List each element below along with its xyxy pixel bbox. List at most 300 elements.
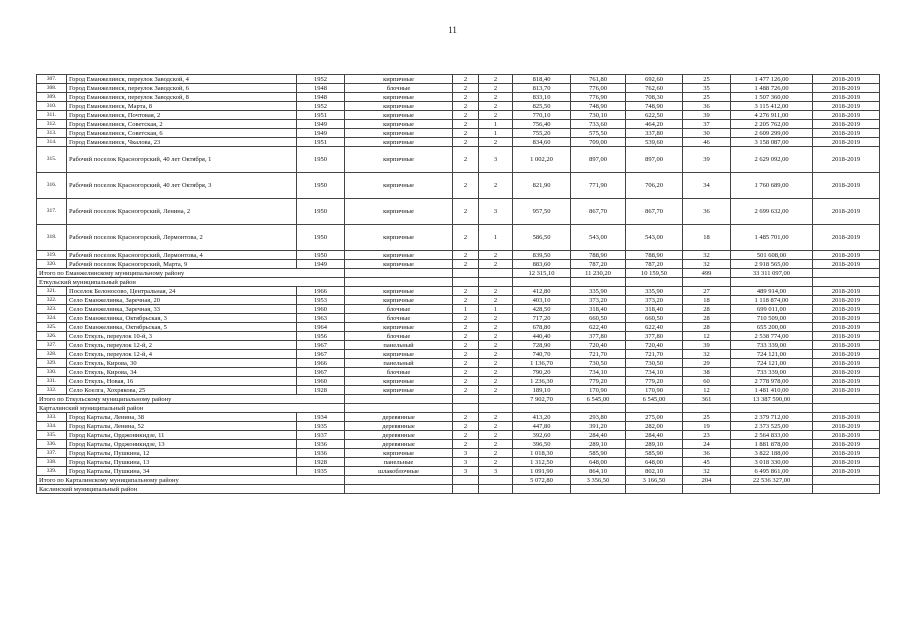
cell-period: 2018-2019 [813,332,880,341]
cell-floors: 1 [453,305,479,314]
empty-cell [683,404,731,413]
cell-year: 1936 [297,449,345,458]
cell-addr: Город Еманжелинск, Марта, 8 [67,102,297,111]
cell-wall: кирпичные [345,377,453,386]
cell-a2: 284,40 [571,431,626,440]
cell-cost: 1 881 878,00 [731,440,813,449]
cell-floors: 3 [453,449,479,458]
cell-a3: 622,50 [626,111,683,120]
section-row [37,404,880,413]
cell-floors: 2 [453,120,479,129]
cell-a3: 585,90 [626,449,683,458]
table-row [37,422,880,431]
cell-floors: 2 [453,368,479,377]
cell-people: 37 [683,120,731,129]
cell-a1: 756,40 [513,120,571,129]
cell-year: 1960 [297,305,345,314]
cell-a2: 335,90 [571,287,626,296]
cell-year: 1963 [297,314,345,323]
cell-wall: деревянные [345,413,453,422]
cell-addr: Рабочий поселок Красногорский, 40 лет Октября, 3 [67,173,297,199]
cell-a1: 1 002,20 [513,147,571,173]
total-a2: 3 356,50 [571,476,626,485]
cell-a2: 660,50 [571,314,626,323]
cell-floors: 2 [453,386,479,395]
cell-period: 2018-2019 [813,173,880,199]
cell-wall: кирпичные [345,75,453,84]
cell-period: 2018-2019 [813,111,880,120]
cell-addr: Город Еманжелинск, Советская, 2 [67,120,297,129]
cell-a2: 771,90 [571,173,626,199]
table-row [37,359,880,368]
cell-floors: 2 [453,377,479,386]
cell-addr: Город Карталы, Пушкина, 13 [67,458,297,467]
cell-a1: 403,10 [513,296,571,305]
cell-entr: 2 [479,413,513,422]
table-row [37,287,880,296]
cell-a3: 660,50 [626,314,683,323]
cell-n: 316. [37,173,67,199]
cell-year: 1960 [297,377,345,386]
cell-floors: 2 [453,147,479,173]
cell-year: 1967 [297,341,345,350]
cell-a2: 648,00 [571,458,626,467]
cell-n: 319. [37,251,67,260]
cell-period: 2018-2019 [813,287,880,296]
cell-addr: Село Еткуль, Кирова, 34 [67,368,297,377]
cell-cost: 3 158 087,00 [731,138,813,147]
cell-year: 1928 [297,458,345,467]
cell-a1: 833,10 [513,93,571,102]
cell-entr: 2 [479,359,513,368]
cell-a3: 706,20 [626,173,683,199]
cell-a2: 748,90 [571,102,626,111]
cell-wall: блочные [345,84,453,93]
cell-wall: блочные [345,314,453,323]
total-a3: 6 545,00 [626,395,683,404]
empty-cell [479,476,513,485]
cell-entr: 2 [479,341,513,350]
cell-a1: 428,50 [513,305,571,314]
cell-a2: 776,00 [571,84,626,93]
cell-wall: кирпичные [345,147,453,173]
cell-a2: 776,90 [571,93,626,102]
cell-n: 338. [37,458,67,467]
cell-people: 25 [683,93,731,102]
cell-entr: 2 [479,102,513,111]
cell-a3: 721,70 [626,350,683,359]
cell-period: 2018-2019 [813,368,880,377]
cell-cost: 2 379 712,00 [731,413,813,422]
cell-period: 2018-2019 [813,314,880,323]
cell-period: 2018-2019 [813,467,880,476]
table-row [37,341,880,350]
empty-cell [345,476,453,485]
empty-cell [626,404,683,413]
section-label: Каслинский муниципальный район [37,485,345,494]
empty-cell [345,278,453,287]
cell-a1: 413,20 [513,413,571,422]
cell-year: 1966 [297,287,345,296]
cell-year: 1928 [297,386,345,395]
cell-people: 32 [683,251,731,260]
cell-a1: 957,50 [513,199,571,225]
table-row [37,111,880,120]
cell-period: 2018-2019 [813,84,880,93]
cell-floors: 2 [453,111,479,120]
empty-cell [813,395,880,404]
cell-year: 1935 [297,422,345,431]
cell-n: 322. [37,296,67,305]
cell-period: 2018-2019 [813,413,880,422]
empty-cell [731,485,813,494]
cell-people: 32 [683,260,731,269]
cell-a1: 790,20 [513,368,571,377]
table-row [37,467,880,476]
total-cost: 13 387 590,00 [731,395,813,404]
cell-addr: Город Карталы, Орджоникидзе, 13 [67,440,297,449]
cell-period: 2018-2019 [813,75,880,84]
cell-a2: 622,40 [571,323,626,332]
cell-floors: 2 [453,431,479,440]
total-row [37,476,880,485]
total-a1: 7 902,70 [513,395,571,404]
cell-cost: 1 760 689,00 [731,173,813,199]
cell-floors: 2 [453,359,479,368]
cell-n: 326. [37,332,67,341]
cell-addr: Рабочий поселок Красногорский, 40 лет Октября, 1 [67,147,297,173]
cell-year: 1950 [297,251,345,260]
table-row [37,147,880,173]
total-a1: 12 315,10 [513,269,571,278]
cell-a1: 825,50 [513,102,571,111]
cell-a2: 543,00 [571,225,626,251]
cell-floors: 2 [453,129,479,138]
table-row [37,296,880,305]
cell-entr: 2 [479,93,513,102]
cell-a3: 275,00 [626,413,683,422]
cell-n: 323. [37,305,67,314]
cell-cost: 3 822 188,00 [731,449,813,458]
cell-entr: 2 [479,323,513,332]
cell-a1: 1 312,50 [513,458,571,467]
cell-a1: 447,80 [513,422,571,431]
cell-year: 1964 [297,323,345,332]
cell-a2: 779,20 [571,377,626,386]
table-row [37,75,880,84]
cell-cost: 2 699 632,00 [731,199,813,225]
cell-entr: 3 [479,147,513,173]
cell-cost: 710 509,00 [731,314,813,323]
empty-cell [813,269,880,278]
cell-a2: 788,90 [571,251,626,260]
cell-floors: 2 [453,138,479,147]
section-label: Карталинский муниципальный район [37,404,345,413]
cell-a2: 721,70 [571,350,626,359]
cell-wall: кирпичные [345,323,453,332]
cell-a2: 575,50 [571,129,626,138]
cell-people: 18 [683,225,731,251]
cell-cost: 489 914,00 [731,287,813,296]
cell-n: 331. [37,377,67,386]
cell-a3: 543,00 [626,225,683,251]
cell-entr: 1 [479,305,513,314]
cell-addr: Город Еманжелинск, переулок Заводской, 8 [67,93,297,102]
cell-period: 2018-2019 [813,199,880,225]
cell-n: 332. [37,386,67,395]
table-row [37,332,880,341]
cell-period: 2018-2019 [813,341,880,350]
empty-cell [683,485,731,494]
cell-a3: 284,40 [626,431,683,440]
cell-n: 317. [37,199,67,225]
cell-a1: 1 136,70 [513,359,571,368]
cell-cost: 2 205 762,00 [731,120,813,129]
cell-n: 318. [37,225,67,251]
cell-wall: шлакоблочные [345,467,453,476]
cell-addr: Город Карталы, Ленина, 52 [67,422,297,431]
cell-a1: 189,10 [513,386,571,395]
cell-cost: 3 115 412,00 [731,102,813,111]
cell-people: 24 [683,440,731,449]
cell-a1: 717,20 [513,314,571,323]
cell-n: 310. [37,102,67,111]
cell-n: 329. [37,359,67,368]
cell-a3: 648,00 [626,458,683,467]
cell-a3: 622,40 [626,323,683,332]
empty-cell [513,278,571,287]
cell-entr: 3 [479,467,513,476]
cell-a1: 396,50 [513,440,571,449]
empty-cell [453,404,479,413]
cell-people: 35 [683,84,731,93]
cell-year: 1950 [297,147,345,173]
empty-cell [626,485,683,494]
cell-people: 18 [683,296,731,305]
cell-wall: кирпичные [345,287,453,296]
cell-a3: 318,40 [626,305,683,314]
empty-cell [813,485,880,494]
total-cost: 33 311 097,00 [731,269,813,278]
cell-a1: 586,50 [513,225,571,251]
cell-people: 46 [683,138,731,147]
page-number: 11 [448,25,457,35]
table-row [37,413,880,422]
cell-addr: Село Еткуль, переулок 12-й, 4 [67,350,297,359]
cell-floors: 2 [453,440,479,449]
cell-floors: 2 [453,84,479,93]
section-row [37,278,880,287]
table-row [37,173,880,199]
cell-year: 1953 [297,296,345,305]
cell-a2: 709,00 [571,138,626,147]
cell-a1: 392,60 [513,431,571,440]
cell-wall: кирпичные [345,138,453,147]
cell-a2: 293,80 [571,413,626,422]
cell-floors: 3 [453,458,479,467]
cell-cost: 1 507 360,00 [731,93,813,102]
empty-cell [626,278,683,287]
cell-a1: 770,10 [513,111,571,120]
cell-year: 1950 [297,173,345,199]
cell-addr: Поселок Белоносово, Центральная, 24 [67,287,297,296]
housing-table [36,74,880,494]
cell-cost: 1 481 410,00 [731,386,813,395]
cell-period: 2018-2019 [813,147,880,173]
cell-addr: Село Еманжелинка, Заречная, 20 [67,296,297,305]
total-a2: 6 545,00 [571,395,626,404]
cell-entr: 2 [479,368,513,377]
cell-floors: 2 [453,332,479,341]
cell-period: 2018-2019 [813,296,880,305]
cell-period: 2018-2019 [813,377,880,386]
cell-addr: Город Еманжелинск, переулок Заводской, 6 [67,84,297,93]
cell-wall: кирпичные [345,120,453,129]
table-row [37,120,880,129]
cell-a2: 391,20 [571,422,626,431]
cell-a3: 170,90 [626,386,683,395]
cell-wall: кирпичные [345,129,453,138]
cell-cost: 1 485 701,00 [731,225,813,251]
cell-year: 1948 [297,93,345,102]
cell-year: 1949 [297,129,345,138]
cell-addr: Село Еткуль, переулок 12-й, 2 [67,341,297,350]
cell-entr: 2 [479,332,513,341]
cell-wall: кирпичные [345,251,453,260]
cell-a3: 788,90 [626,251,683,260]
cell-n: 333. [37,413,67,422]
cell-addr: Город Карталы, Орджоникидзе, 11 [67,431,297,440]
cell-people: 23 [683,431,731,440]
cell-n: 325. [37,323,67,332]
empty-cell [479,485,513,494]
cell-floors: 2 [453,314,479,323]
empty-cell [731,278,813,287]
cell-period: 2018-2019 [813,102,880,111]
empty-cell [345,395,453,404]
cell-entr: 2 [479,440,513,449]
total-people: 361 [683,395,731,404]
cell-addr: Село Еткуль, переулок 10-й, 3 [67,332,297,341]
cell-year: 1951 [297,111,345,120]
cell-cost: 1 488 726,00 [731,84,813,93]
cell-people: 29 [683,359,731,368]
cell-a3: 787,20 [626,260,683,269]
cell-n: 337. [37,449,67,458]
cell-addr: Село Еманжелинка, Октябрьская, 5 [67,323,297,332]
cell-period: 2018-2019 [813,350,880,359]
cell-addr: Город Карталы, Пушкина, 12 [67,449,297,458]
cell-floors: 2 [453,251,479,260]
cell-addr: Город Карталы, Пушкина, 34 [67,467,297,476]
cell-n: 314. [37,138,67,147]
cell-addr: Рабочий поселок Красногорский, Лермонтова, 4 [67,251,297,260]
cell-a2: 318,40 [571,305,626,314]
cell-a2: 761,80 [571,75,626,84]
cell-year: 1956 [297,332,345,341]
cell-floors: 2 [453,75,479,84]
cell-n: 330. [37,368,67,377]
cell-addr: Село Еткуль, Кирова, 30 [67,359,297,368]
cell-a1: 440,40 [513,332,571,341]
cell-a1: 1 018,30 [513,449,571,458]
cell-people: 38 [683,368,731,377]
cell-entr: 2 [479,251,513,260]
cell-people: 28 [683,314,731,323]
section-label: Еткульский муниципальный район [37,278,345,287]
cell-floors: 2 [453,341,479,350]
cell-addr: Рабочий поселок Красногорский, Ленина, 2 [67,199,297,225]
cell-entr: 2 [479,449,513,458]
cell-wall: кирпичные [345,93,453,102]
cell-people: 12 [683,386,731,395]
cell-a2: 377,80 [571,332,626,341]
cell-floors: 3 [453,467,479,476]
cell-n: 307. [37,75,67,84]
cell-people: 32 [683,350,731,359]
cell-floors: 2 [453,225,479,251]
table-row [37,260,880,269]
cell-wall: кирпичные [345,173,453,199]
cell-a2: 730,50 [571,359,626,368]
cell-year: 1950 [297,199,345,225]
cell-a3: 289,10 [626,440,683,449]
cell-a3: 897,00 [626,147,683,173]
cell-floors: 2 [453,102,479,111]
table-row [37,102,880,111]
cell-n: 313. [37,129,67,138]
cell-people: 45 [683,458,731,467]
cell-wall: панельные [345,458,453,467]
cell-a3: 377,80 [626,332,683,341]
cell-period: 2018-2019 [813,422,880,431]
cell-entr: 2 [479,173,513,199]
cell-people: 28 [683,305,731,314]
cell-a1: 412,80 [513,287,571,296]
cell-year: 1967 [297,350,345,359]
empty-cell [453,476,479,485]
table-row [37,431,880,440]
cell-a3: 730,50 [626,359,683,368]
cell-year: 1936 [297,440,345,449]
cell-period: 2018-2019 [813,431,880,440]
cell-period: 2018-2019 [813,120,880,129]
cell-a3: 337,80 [626,129,683,138]
cell-year: 1935 [297,467,345,476]
cell-a1: 883,60 [513,260,571,269]
cell-a3: 708,30 [626,93,683,102]
cell-people: 39 [683,341,731,350]
cell-cost: 2 373 525,00 [731,422,813,431]
cell-cost: 2 564 833,00 [731,431,813,440]
table-row [37,225,880,251]
cell-n: 309. [37,93,67,102]
table-row [37,386,880,395]
cell-entr: 2 [479,260,513,269]
cell-year: 1934 [297,413,345,422]
cell-entr: 2 [479,422,513,431]
total-row [37,269,880,278]
cell-addr: Село Коелга, Хохрякова, 25 [67,386,297,395]
cell-floors: 2 [453,323,479,332]
cell-wall: блочные [345,332,453,341]
cell-entr: 2 [479,377,513,386]
cell-a2: 864,10 [571,467,626,476]
table-row [37,368,880,377]
cell-floors: 2 [453,199,479,225]
cell-cost: 733 339,00 [731,341,813,350]
cell-a3: 734,10 [626,368,683,377]
